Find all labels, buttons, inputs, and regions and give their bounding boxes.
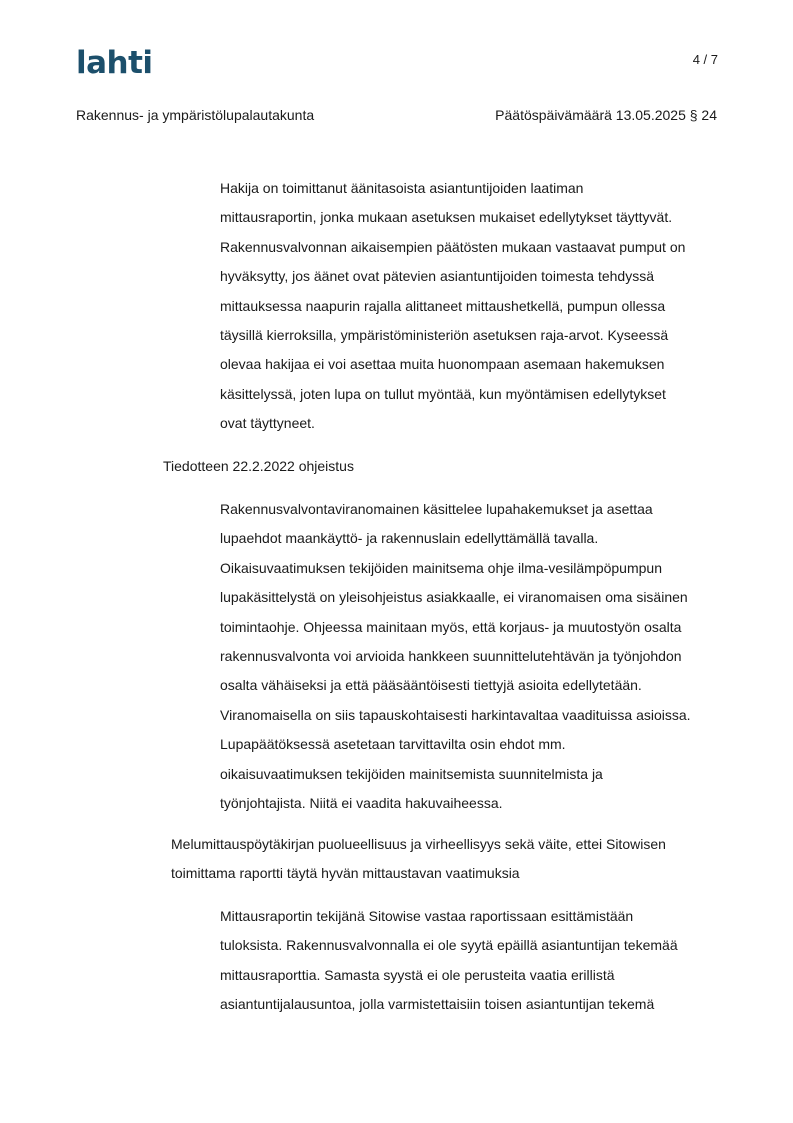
text-line: mittausraportin, jonka mukaan asetuksen mukaiset edellytykset täyttyvät. [220, 209, 673, 226]
text-line: lupakäsittelystä on yleisohjeistus asiakkaalle, ei viranomaisen oma sisäinen [220, 589, 688, 606]
paragraph-applicant [220, 174, 720, 439]
committee-name: Rakennus- ja ympäristölupalautakunta [76, 107, 315, 123]
text-line: toimintaohje. Ohjeessa mainitaan myös, että korjaus- ja muutostyön osalta [220, 618, 682, 635]
text-line: Mittausraportin tekijänä Sitowise vastaa raportissaan esittämistään [220, 908, 634, 924]
paragraph-sitowise [220, 902, 720, 1020]
text-line: Rakennusvalvontaviranomainen käsittelee lupahakemukset ja asettaa [220, 501, 653, 517]
text-line: lupaehdot maankäyttö- ja rakennuslain edellyttämällä tavalla. [220, 530, 599, 547]
text-line: oikaisuvaatimuksen tekijöiden mainitsemista suunnitelmista ja [220, 765, 603, 782]
text-line: Rakennusvalvonnan aikaisempien päätösten mukaan vastaavat pumput on [220, 238, 686, 255]
text-line: tuloksista. Rakennusvalvonnalla ei ole syytä epäillä asiantuntijan tekemää [220, 937, 678, 954]
text-line: Viranomaisella on siis tapauskohtaisesti harkintavaltaa vaadituissa asioissa. [220, 706, 691, 723]
heading-line: toimittama raportti täytä hyvän mittaustavan vaatimuksia [171, 865, 520, 882]
text-line: mittausraporttia. Samasta syystä ei ole perusteita vaatia erillistä [220, 966, 615, 983]
text-line: ovat täyttyneet. [220, 415, 315, 432]
text-line: olevaa hakijaa ei voi asettaa muita huonompaan asemaan hakemuksen [220, 356, 665, 373]
text-line: käsittelyssä, joten lupa on tullut myöntää, kun myöntämisen edellytykset [220, 385, 666, 402]
heading-line: Tiedotteen 22.2.2022 ohjeistus [163, 458, 354, 474]
text-line: Hakija on toimittanut äänitasoista asiantuntijoiden laatiman [220, 180, 584, 196]
text-line: Lupapäätöksessä asetetaan tarvittavilta osin ehdot mm. [220, 736, 566, 753]
text-line: asiantuntijalausuntoa, jolla varmistettaisiin toisen asiantuntijan tekemä [220, 996, 655, 1013]
section-heading-bulletin [163, 452, 354, 481]
text-line: työnjohtajista. Niitä ei vaadita hakuvaiheessa. [220, 795, 503, 812]
lahti-logo: lahti [76, 45, 153, 81]
text-line: hyväksytty, jos äänet ovat pätevien asiantuntijoiden toimesta tehdyssä [220, 268, 654, 285]
section-heading-noise-report [171, 830, 666, 889]
page-number: 4 / 7 [692, 52, 718, 67]
heading-line: Melumittauspöytäkirjan puolueellisuus ja virheellisyys sekä väite, ettei Sitowisen [171, 836, 666, 852]
text-line: rakennusvalvonta voi arvioida hankkeen suunnittelutehtävän ja työnjohdon [220, 648, 682, 665]
text-line: Oikaisuvaatimuksen tekijöiden mainitsema ohje ilma-vesilämpöpumpun [220, 559, 662, 576]
paragraph-authority [220, 495, 720, 818]
text-line: osalta vähäiseksi ja että pääsääntöisesti tiettyjä asioita edellytetään. [220, 677, 642, 694]
text-line: mittauksessa naapurin rajalla alittaneet mittaushetkellä, pumpun ollessa [220, 297, 666, 314]
decision-date: Päätöspäivämäärä 13.05.2025 § 24 [495, 107, 717, 123]
text-line: täysillä kierroksilla, ympäristöministeriön asetuksen raja-arvot. Kyseessä [220, 327, 669, 344]
